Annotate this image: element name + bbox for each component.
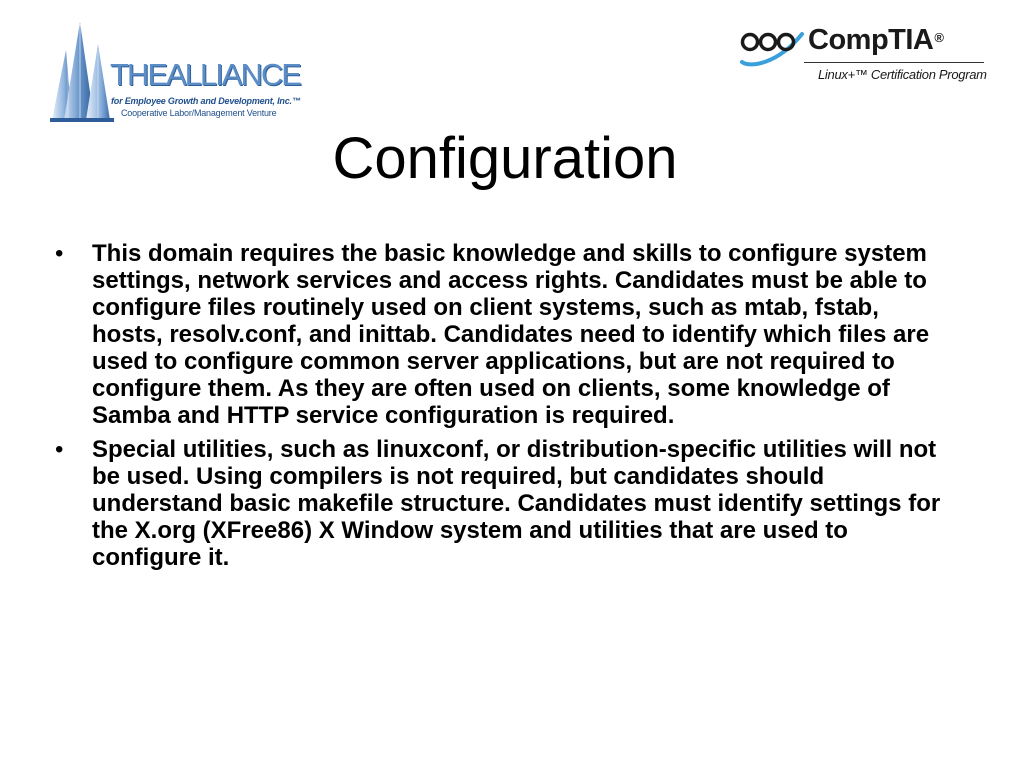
- comptia-name-text: CompTIA: [808, 24, 934, 56]
- comptia-swoosh-icon: [738, 20, 808, 70]
- alliance-tagline-text: for Employee Growth and Development, Inc.: [111, 96, 292, 106]
- bullet-list: [52, 240, 952, 578]
- bullet-text-2: Special utilities, such as linuxconf, or distribution-specific utilities will not be used. Using compilers is not required, but candidates should understand basic makefile structure. Candidates must identify settings for the X.org (XFree86) X Window system and utilities that are used to configure it.: [92, 436, 941, 571]
- comptia-divider: [804, 62, 984, 63]
- bullet-point-icon: •: [55, 436, 64, 463]
- alliance-logo: [50, 20, 310, 124]
- bullet-point-icon: •: [55, 240, 64, 267]
- alliance-trademark: ™: [291, 96, 301, 106]
- alliance-tagline: [111, 96, 301, 106]
- bullet-item-2: [52, 436, 952, 571]
- alliance-subtagline: Cooperative Labor/Management Venture: [121, 108, 277, 118]
- bullet-item-1: [52, 240, 952, 429]
- comptia-registered-mark: ®: [934, 30, 944, 45]
- alliance-wordmark: THEALLIANCE: [110, 57, 300, 92]
- building-towers-icon: [50, 20, 114, 124]
- comptia-logo: [738, 20, 988, 90]
- bullet-text-1: This domain requires the basic knowledge and skills to configure system settings, network services and access rights. Candidates must be able to configure files routinely used on client systems, such as mtab, fstab, hosts, resolv.conf, and inittab. Candidates need to identify which files are used to configure common server applications, but are not required to configure them. As they are often used on clients, some knowledge of Samba and HTTP service configuration is required.: [92, 240, 930, 429]
- comptia-name: [808, 24, 943, 57]
- slide-title: Configuration: [332, 126, 678, 191]
- comptia-program: Linux+™ Certification Program: [818, 67, 987, 82]
